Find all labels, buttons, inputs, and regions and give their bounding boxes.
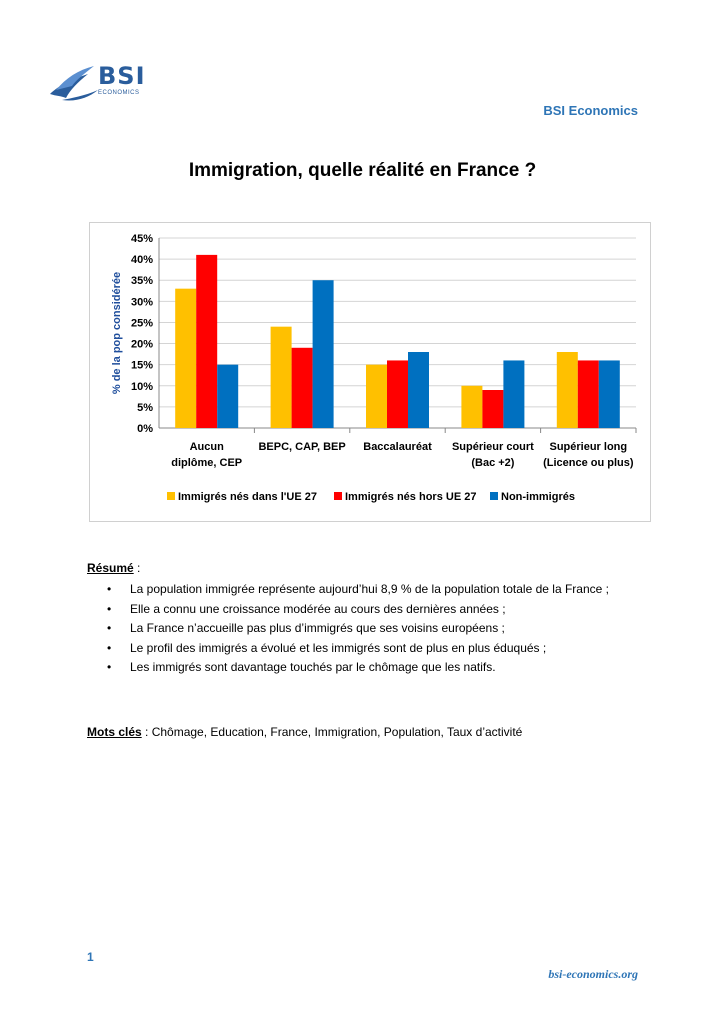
legend-swatch — [167, 492, 175, 500]
resume-heading — [87, 561, 140, 575]
document-title: Immigration, quelle réalité en France ? — [188, 160, 537, 181]
x-tick-label: Aucun — [189, 441, 224, 453]
list-item-text: La France n’accueille pas plus d’immigrés que ses voisins européens ; — [130, 621, 505, 636]
list-item — [87, 619, 647, 639]
resume-suffix: : — [133, 561, 141, 575]
legend-label: Immigrés nés dans l'UE 27 — [178, 491, 317, 503]
legend-swatch — [490, 492, 498, 500]
bullet-icon: • — [107, 601, 112, 616]
brand-name: BSI Economics — [543, 103, 638, 118]
y-tick-label: 5% — [137, 401, 153, 414]
chart-svg — [90, 223, 650, 521]
x-tick-label: Supérieur court — [451, 441, 534, 453]
list-item — [87, 639, 647, 659]
y-tick-label: 40% — [130, 254, 153, 267]
list-item-text: Elle a connu une croissance modérée au cours des dernières années ; — [130, 601, 506, 616]
y-tick-label: 20% — [130, 338, 153, 351]
bar — [503, 360, 524, 428]
list-item-text: La population immigrée représente aujourd’hui 8,9 % de la population totale de la France ; — [130, 582, 609, 596]
x-tick-label: (Licence ou plus) — [543, 457, 634, 469]
bar — [313, 280, 334, 428]
list-item — [87, 658, 647, 678]
y-tick-label: 10% — [130, 380, 153, 393]
legend-swatch — [334, 492, 342, 500]
bar — [461, 386, 482, 428]
bar — [175, 289, 196, 428]
list-item — [87, 600, 647, 620]
logo-subtext: ECONOMICS — [98, 90, 140, 96]
keywords-text: : Chômage, Education, France, Immigration, Population, Taux d’activité — [141, 725, 523, 739]
resume-label: Résumé — [87, 561, 134, 575]
bullet-icon: • — [107, 621, 112, 636]
bar-chart — [89, 222, 651, 522]
y-tick-label: 0% — [137, 423, 153, 435]
bullet-icon: • — [107, 660, 112, 675]
bar — [366, 365, 387, 428]
list-item-text: Les immigrés sont davantage touchés par le chômage que les natifs. — [130, 660, 496, 675]
x-tick-label: (Bac +2) — [471, 457, 515, 469]
x-tick-label: BEPC, CAP, BEP — [258, 441, 346, 453]
x-tick-label: Supérieur long — [549, 441, 628, 453]
resume-list — [87, 580, 647, 678]
bar — [196, 255, 217, 428]
bar — [578, 360, 599, 428]
x-tick-label: diplôme, CEP — [171, 457, 243, 469]
bar — [557, 352, 578, 428]
y-tick-label: 15% — [130, 359, 153, 372]
y-tick-label: 35% — [130, 275, 153, 288]
list-item — [87, 580, 647, 600]
bullet-icon: • — [107, 640, 112, 655]
bar — [217, 365, 238, 428]
bar — [387, 360, 408, 428]
bar — [482, 390, 503, 428]
y-axis-label: % de la pop considérée — [111, 271, 123, 395]
legend-label: Non-immigrés — [501, 491, 575, 503]
keywords-label: Mots clés — [87, 725, 142, 739]
bar — [599, 360, 620, 428]
bar — [271, 327, 292, 428]
list-item-text: Le profil des immigrés a évolué et les immigrés sont de plus en plus éduqués ; — [130, 640, 547, 655]
y-tick-label: 30% — [130, 296, 153, 309]
footer-url: bsi-economics.org — [548, 967, 638, 981]
y-tick-label: 45% — [130, 233, 153, 245]
page-number: 1 — [87, 950, 94, 964]
bar — [408, 352, 429, 428]
legend-label: Immigrés nés hors UE 27 — [345, 491, 477, 503]
logo-text: BSI — [98, 62, 146, 90]
bullet-icon: • — [107, 582, 112, 596]
y-tick-label: 25% — [130, 317, 153, 330]
keywords — [87, 725, 522, 739]
bar — [292, 348, 313, 428]
x-tick-label: Baccalauréat — [363, 441, 432, 453]
